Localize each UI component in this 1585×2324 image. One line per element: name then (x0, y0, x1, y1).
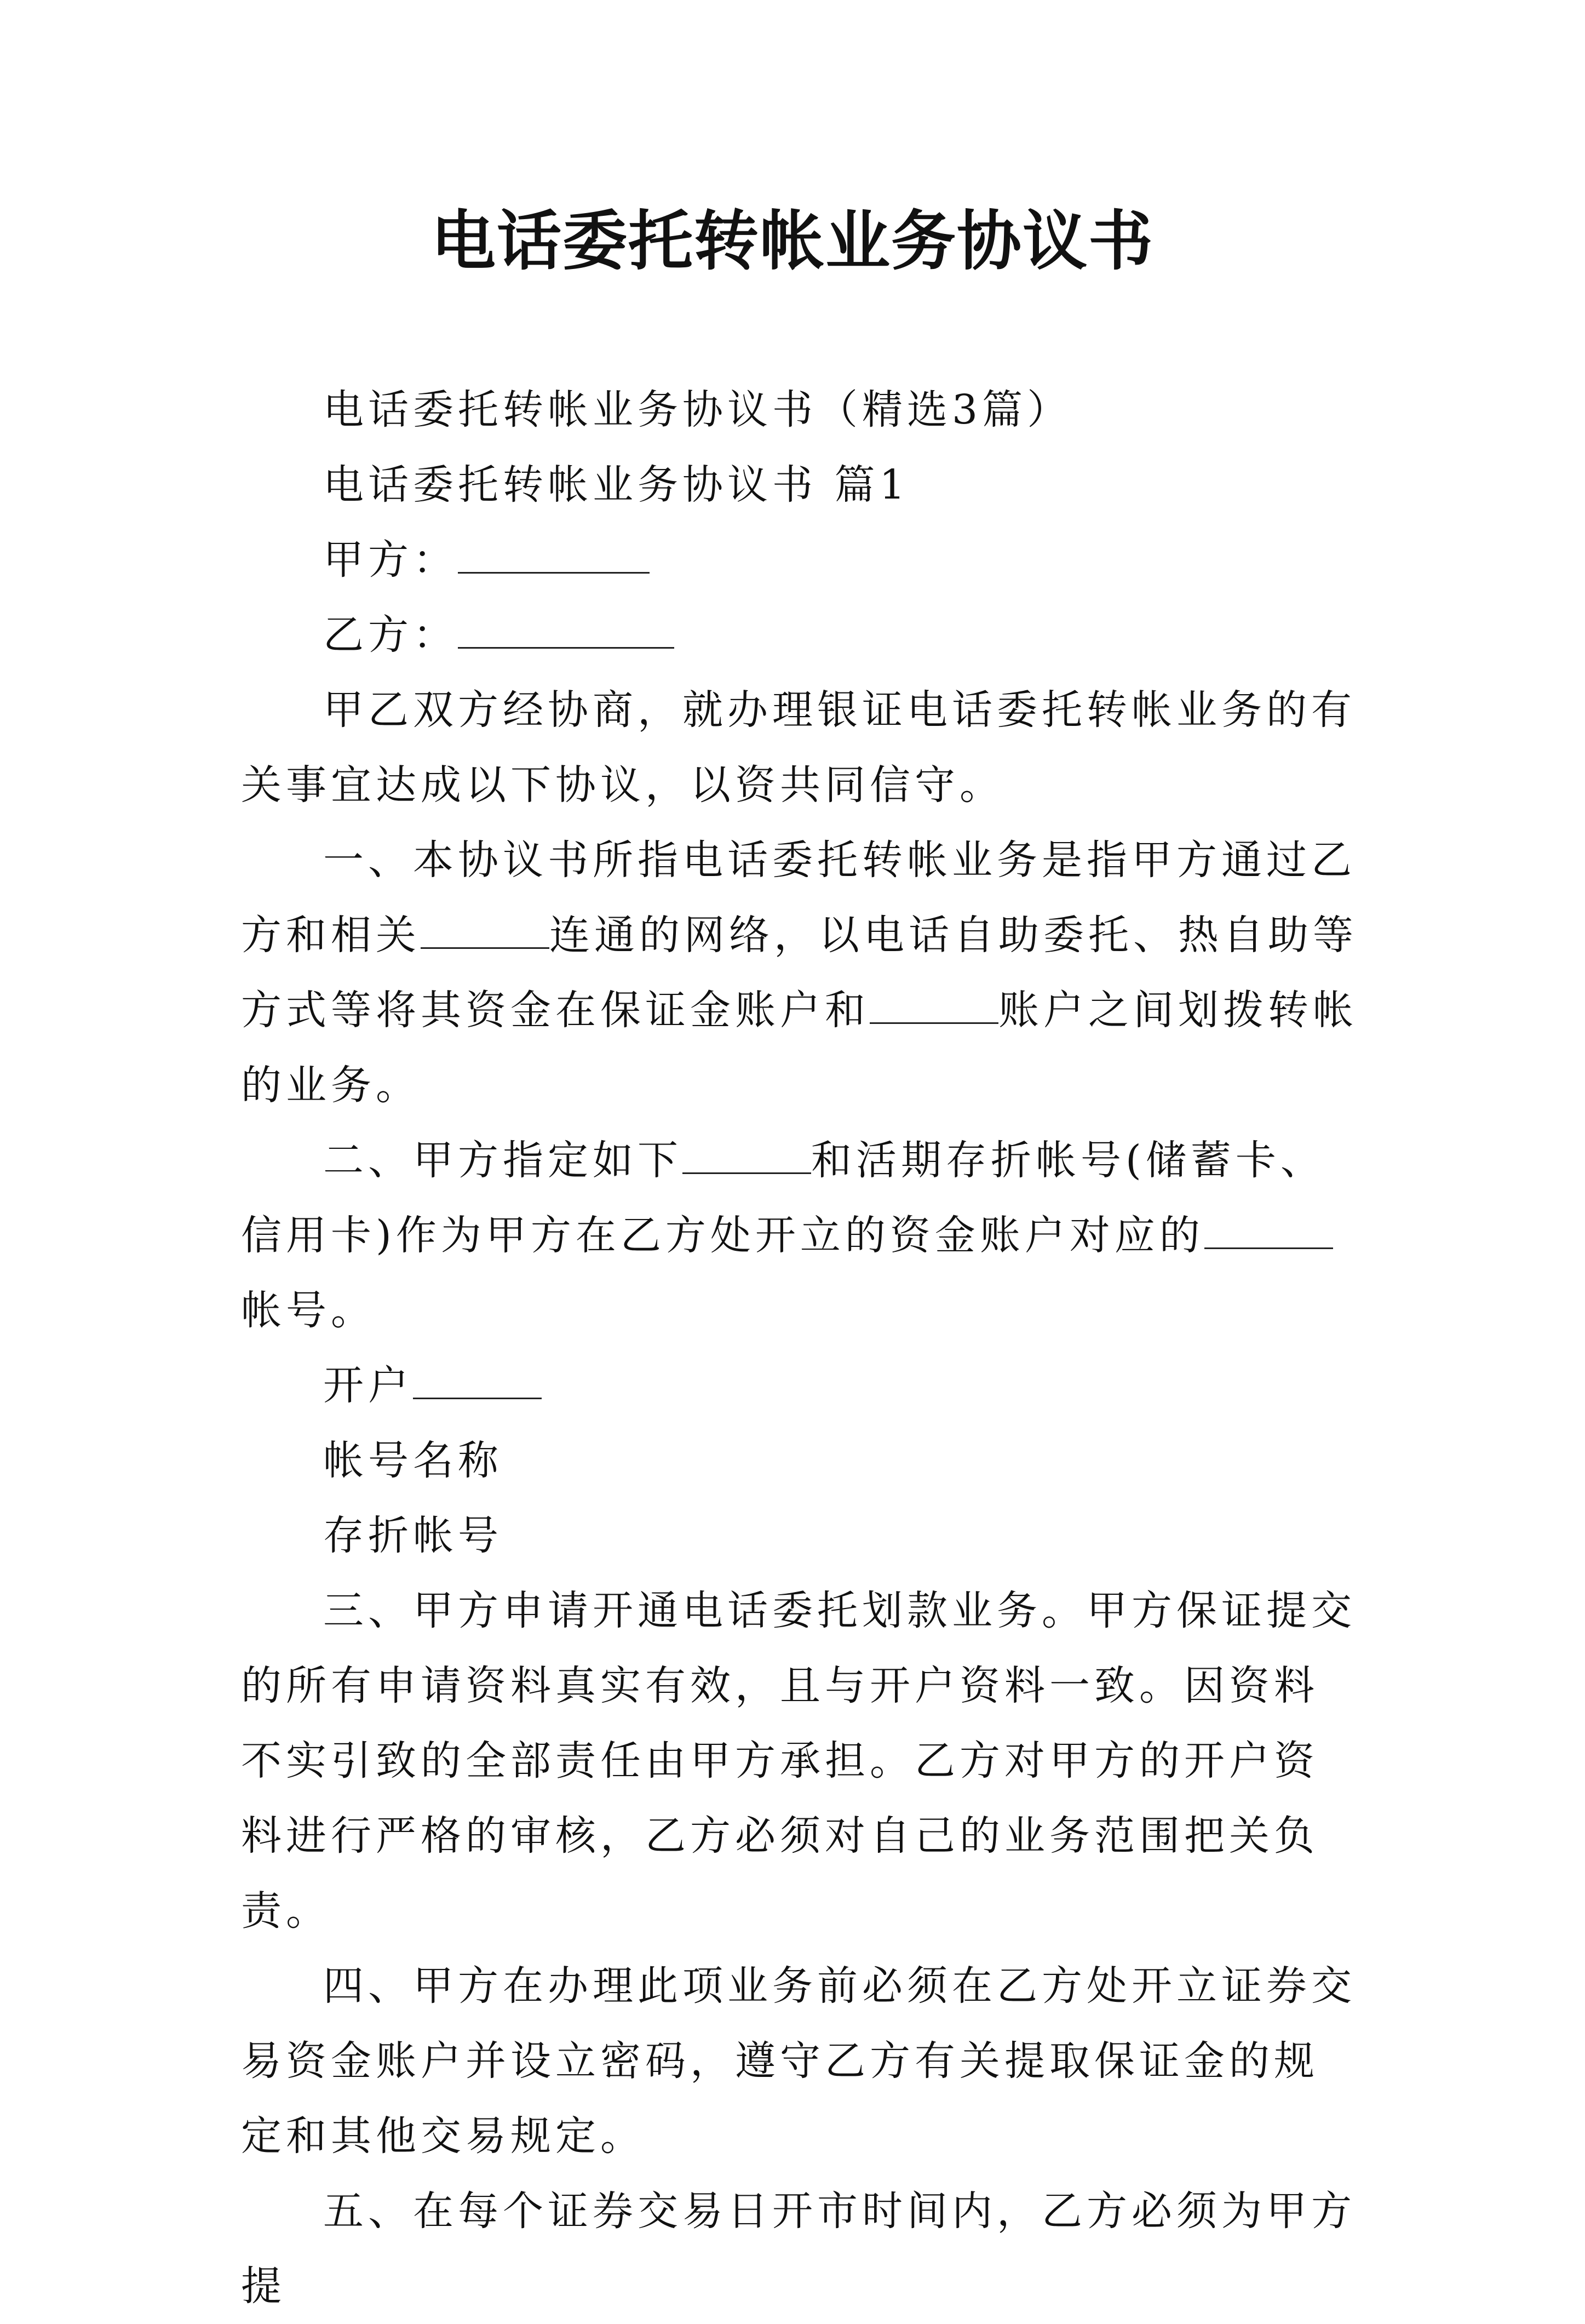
party-b-line (241, 598, 1358, 673)
clause-1-blank-1 (421, 909, 549, 949)
clause-2 (241, 1123, 1358, 1348)
party-a-label: 甲方： (323, 536, 458, 583)
clause-1 (241, 823, 1358, 1123)
open-account-label: 开户 (323, 1362, 413, 1409)
open-account-line (241, 1348, 1358, 1423)
clause-3: 三、甲方申请开通电话委托划款业务。甲方保证提交的所有申请资料真实有效，且与开户资料一致。因资料不实引致的全部责任由甲方承担。乙方对甲方的开户资料进行严格的审核，乙方必须对自己的业务范围把关负责。 (241, 1587, 1356, 1934)
account-name-line: 帐号名称 (323, 1437, 503, 1484)
party-b-label: 乙方： (323, 611, 458, 659)
document-body (241, 373, 1358, 2324)
clause-4: 四、甲方在办理此项业务前必须在乙方处开立证券交易资金账户并设立密码，遵守乙方有关提取保证金的规定和其他交易规定。 (241, 1962, 1356, 2160)
party-a-blank (458, 534, 650, 574)
clause-1-text-3: 账户之间划拨转帐的业务。 (241, 987, 1358, 1109)
clause-1-text-1: 一、本协议书所指电话委托转帐业务是指甲方通过乙方和相关 (241, 837, 1356, 959)
clause-2-text-2: 和活期存折帐号(储蓄卡、信用卡)作为甲方在乙方处开立的资金账户对应的 (241, 1137, 1325, 1259)
party-a-line (241, 523, 1358, 598)
clause-1-text-2: 连通的网络，以电话自助委托、热自助等方式等将其资金在保证金账户和 (241, 912, 1358, 1034)
clause-1-blank-2 (870, 984, 998, 1024)
party-b-blank (458, 609, 674, 649)
clause-2-text-1: 二、甲方指定如下 (323, 1137, 682, 1184)
open-account-blank (413, 1359, 542, 1399)
clause-2-blank-2 (1204, 1209, 1333, 1249)
clause-2-blank-1 (682, 1134, 811, 1174)
passbook-line: 存折帐号 (323, 1512, 503, 1559)
document-title: 电话委托转帐业务协议书 (430, 203, 1154, 279)
clause-2-text-3: 帐号。 (241, 1287, 376, 1334)
clause-5: 五、在每个证券交易日开市时间内，乙方必须为甲方提 (241, 2188, 1356, 2310)
intro-paragraph: 甲乙双方经协商，就办理银证电话委托转帐业务的有关事宜达成以下协议，以资共同信守。 (241, 686, 1356, 809)
subtitle: 电话委托转帐业务协议书（精选3篇） (323, 386, 1072, 433)
section-heading: 电话委托转帐业务协议书 篇1 (323, 461, 910, 508)
